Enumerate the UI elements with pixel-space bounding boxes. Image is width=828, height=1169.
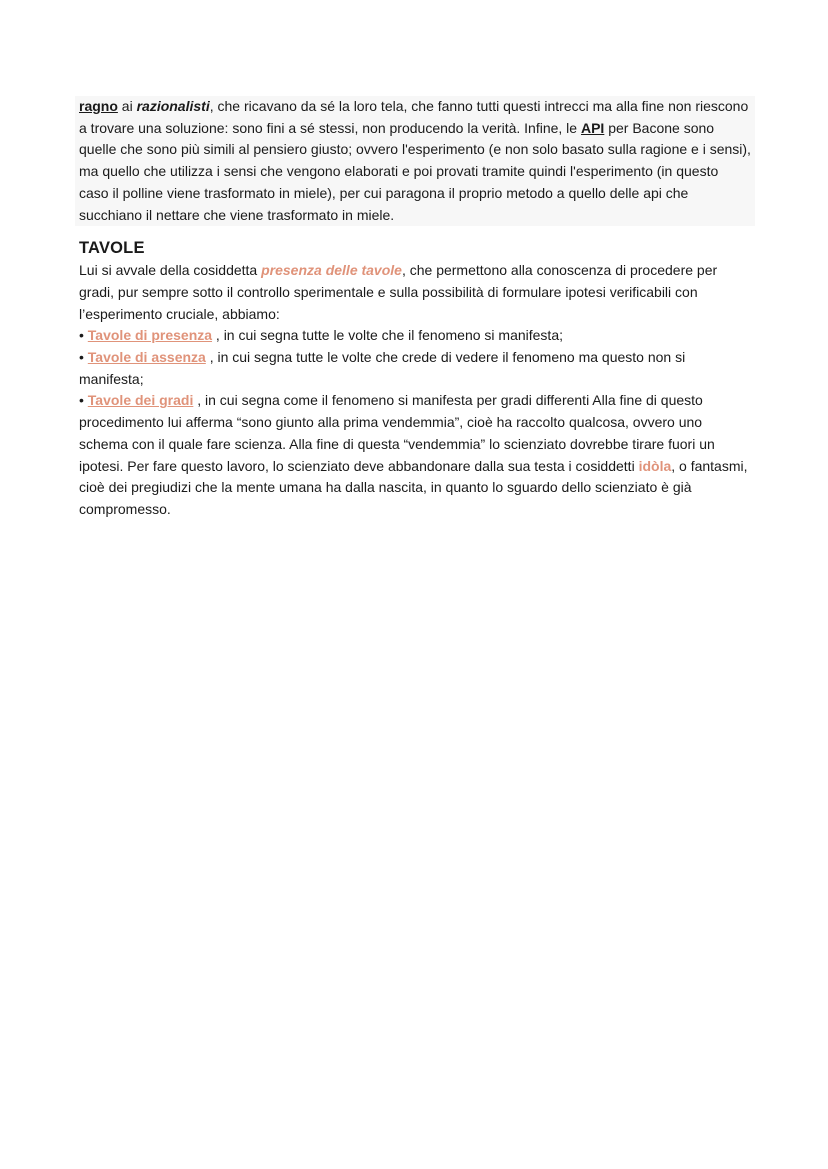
list-item-text: , in cui segna tutte le volte che crede di vedere il fenomeno ma questo non si manifesta;	[79, 349, 686, 387]
term-ragno: ragno	[79, 98, 118, 114]
list-item	[79, 325, 751, 347]
link-tavole-dei-gradi[interactable]: Tavole dei gradi	[87, 392, 194, 409]
section-heading-tavole: TAVOLE	[79, 239, 145, 258]
term-idola: idòla	[638, 457, 672, 474]
bullet-icon: •	[79, 349, 88, 366]
list-item-text-end: , o fantasmi, cioè dei pregiudizi che la mente umana ha dalla nascita, in quanto lo sguardo dello scienziato è già compromesso.	[79, 457, 748, 517]
tavole-intro-rest: , che permettono alla conoscenza di procedere per gradi, pur sempre sotto il controllo sperimentale e sulla possibilità di formulare ipotesi verificabili con l’esperimento cruciale, abbiamo:	[79, 262, 718, 322]
list-item	[79, 390, 751, 520]
list-item-text: , in cui segna come il fenomeno si manifesta per gradi differenti Alla fine di questo procedimento lui afferma “sono giunto alla prima vendemmia”, cioè ha raccolto qualcosa, ovvero uno schema con il quale fare scienza. Alla fine di questa “vendemmia” lo scienziato dovrebbe tirare fuori un ipotesi. Per fare questo lavoro, lo scienziato deve abbandonare dalla sua testa i cosiddetti	[79, 392, 715, 474]
tavole-intro-text: Lui si avvale della cosiddetta	[79, 262, 262, 279]
bullet-icon: •	[79, 327, 88, 344]
list-item	[79, 347, 751, 390]
document-page	[79, 96, 751, 521]
link-tavole-di-assenza[interactable]: Tavole di assenza	[87, 349, 206, 366]
intro-text-1: ai	[117, 98, 137, 114]
term-razionalisti: razionalisti	[136, 98, 210, 114]
list-item-text: , in cui segna tutte le volte che il fenomeno si manifesta;	[212, 327, 564, 344]
intro-text-2: , che ricavano da sé la loro tela, che fanno tutti questi intrecci ma alla fine non riescono a trovare una soluzione: sono fini a sé stessi, non producendo la verità. Infine, le	[79, 98, 749, 136]
tavole-intro-paragraph	[79, 260, 751, 325]
link-tavole-di-presenza[interactable]: Tavole di presenza	[87, 327, 213, 344]
intro-text-3: per Bacone sono quelle che sono più simili al pensiero giusto; ovvero l'esperimento (e non solo basato sulla ragione e i sensi), ma quello che utilizza i sensi che vengono elaborati e poi provati tramite quindi l'esperimento (in questo caso il polline viene trasformato in miele), per cui paragona il proprio metodo a quello delle api che succhiano il nettare che viene trasformato in miele.	[79, 119, 751, 223]
term-api: API	[580, 119, 605, 136]
intro-paragraph	[75, 96, 755, 226]
term-presenza-delle-tavole: presenza delle tavole	[261, 262, 402, 279]
bullet-icon: •	[79, 392, 88, 409]
